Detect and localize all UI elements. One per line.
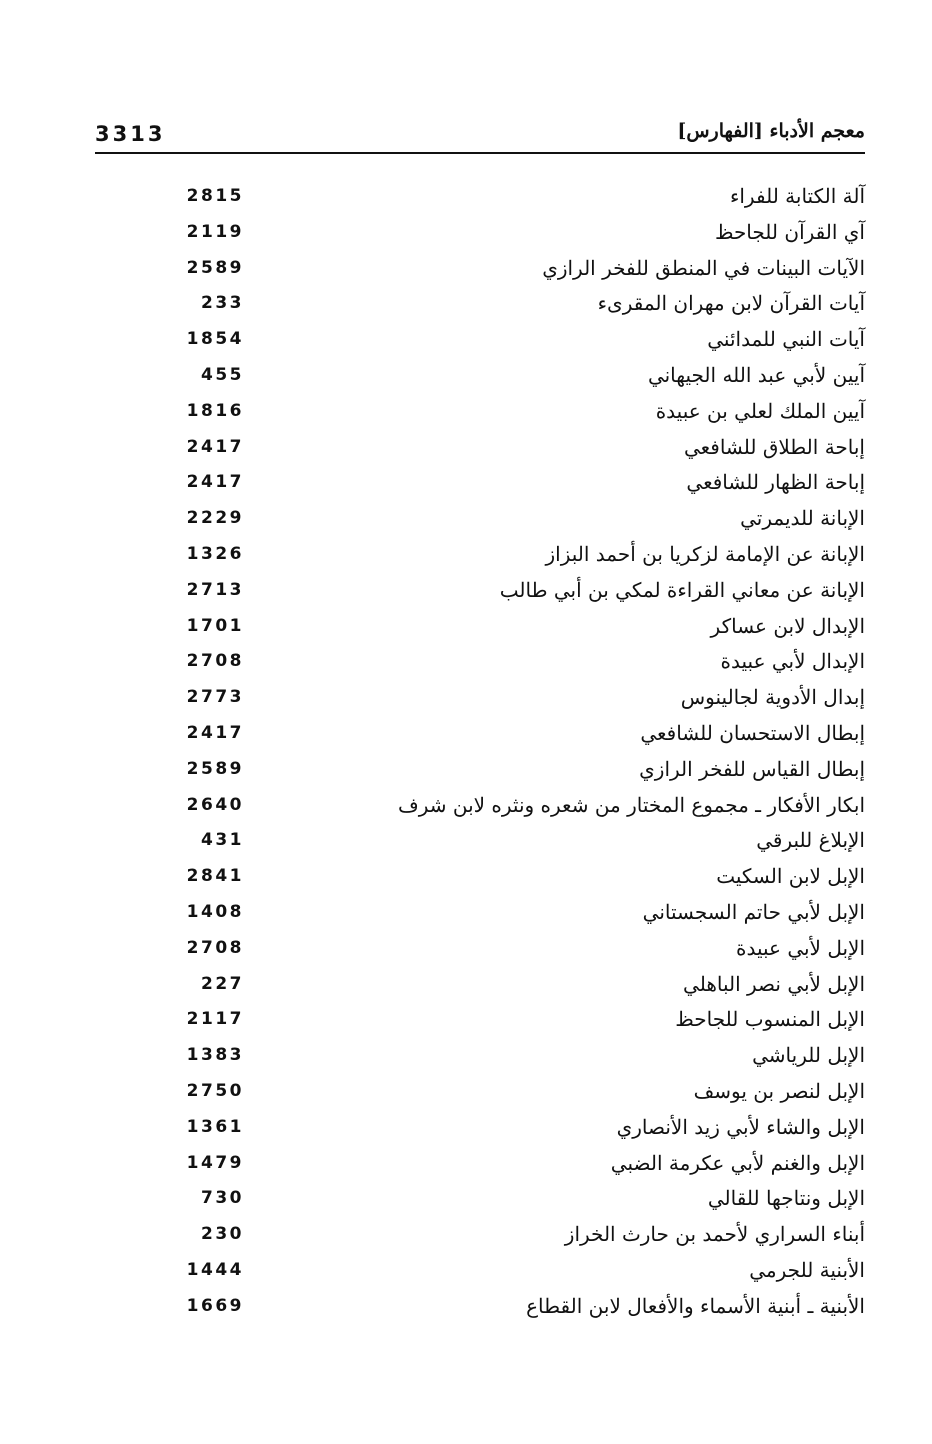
entry-page-number: 2417 [186,436,244,457]
index-entry [0,502,932,538]
entry-title: آيات القرآن لابن مهران المقرىء [597,291,865,316]
entry-title: إبطال القياس للفخر الرازي [639,756,865,781]
entry-page-number: 2229 [186,508,244,529]
page-header [95,118,865,154]
index-entry [0,1003,932,1039]
index-entry [0,1290,932,1326]
entry-title: الإبل المنسوب للجاحظ [675,1007,865,1032]
index-entry [0,968,932,1004]
entry-title: إبدال الأدوية لجالينوس [680,685,865,710]
entry-page-number: 730 [201,1188,244,1209]
entry-page-number: 1326 [186,543,244,564]
entry-title: الإبل لنصر بن يوسف [693,1078,865,1103]
entry-page-number: 2841 [186,866,244,887]
entry-page-number: 1383 [186,1045,244,1066]
index-entry [0,932,932,968]
entry-title: الإبل والغنم لأبي عكرمة الضبي [610,1150,865,1175]
index-entry [0,431,932,467]
entry-page-number: 1816 [186,400,244,421]
entry-page-number: 2417 [186,722,244,743]
entry-title: آيين الملك لعلي بن عبيدة [655,398,865,423]
entry-page-number: 2708 [186,651,244,672]
index-entry [0,789,932,825]
entry-page-number: 1669 [186,1295,244,1316]
entry-title: الإبل والشاء لأبي زيد الأنصاري [616,1114,865,1139]
entry-page-number: 2640 [186,794,244,815]
page-number: 3313 [95,122,166,146]
index-entry [0,1111,932,1147]
index-entry [0,681,932,717]
index-entry [0,1075,932,1111]
entry-title: الإبانة عن معاني القراءة لمكي بن أبي طالب [499,577,865,602]
index-list [0,180,932,1326]
entry-title: إبطال الاستحسان للشافعي [640,720,865,745]
entry-page-number: 1854 [186,329,244,350]
entry-title: آيين لأبي عبد الله الجيهاني [647,362,865,387]
entry-page-number: 227 [201,973,244,994]
entry-page-number: 233 [201,293,244,314]
index-entry [0,359,932,395]
entry-title: الإبلاغ للبرقي [756,828,865,853]
entry-page-number: 230 [201,1224,244,1245]
entry-page-number: 1701 [186,615,244,636]
entry-title: إباحة الطلاق للشافعي [683,434,865,459]
entry-page-number: 2117 [186,1009,244,1030]
index-entry [0,717,932,753]
entry-title: الإبل لابن السكيت [716,864,865,889]
entry-page-number: 2713 [186,579,244,600]
entry-title: ابكار الأفكار ـ مجموع المختار من شعره ونثره لابن شرف [397,792,865,817]
index-entry [0,645,932,681]
entry-page-number: 1408 [186,901,244,922]
index-entry [0,1039,932,1075]
entry-title: آلة الكتابة للفراء [729,184,865,208]
entry-title: آيات النبي للمدائني [707,327,865,352]
entry-page-number: 2589 [186,758,244,779]
entry-title: الأبنية ـ أبنية الأسماء والأفعال لابن القطاع [526,1293,865,1318]
entry-title: الإبل ونتاجها للقالي [707,1186,865,1211]
index-entry [0,860,932,896]
index-entry [0,252,932,288]
index-entry [0,466,932,502]
entry-title: الإبل لأبي عبيدة [735,935,865,960]
entry-page-number: 1444 [186,1259,244,1280]
index-entry [0,538,932,574]
entry-title: آي القرآن للجاحظ [714,219,865,244]
entry-title: الإبل لأبي حاتم السجستاني [642,899,865,924]
entry-page-number: 1479 [186,1152,244,1173]
index-entry [0,896,932,932]
index-entry [0,180,932,216]
entry-title: إباحة الظهار للشافعي [686,470,865,495]
entry-title: الإبل للرياشي [752,1043,865,1068]
entry-title: الإبانة عن الإمامة لزكريا بن أحمد البزاز [545,541,865,566]
entry-page-number: 2417 [186,472,244,493]
index-entry [0,1147,932,1183]
entry-page-number: 2815 [186,186,244,206]
entry-page-number: 2773 [186,687,244,708]
entry-page-number: 2589 [186,257,244,278]
index-entry [0,574,932,610]
entry-page-number: 2750 [186,1080,244,1101]
entry-title: الآيات البينات في المنطق للفخر الرازي [542,255,865,280]
entry-title: الإبل لأبي نصر الباهلي [683,971,865,996]
index-entry [0,395,932,431]
index-entry [0,610,932,646]
entry-title: أبناء السراري لأحمد بن حارث الخراز [564,1222,865,1247]
entry-title: الأبنية للجرمي [749,1257,865,1282]
entry-title: الإبدال لابن عساكر [710,613,865,638]
index-entry [0,287,932,323]
index-entry [0,824,932,860]
entry-page-number: 2708 [186,937,244,958]
index-entry [0,1254,932,1290]
entry-page-number: 431 [201,830,244,851]
entry-page-number: 2119 [186,221,244,242]
entry-title: الإبدال لأبي عبيدة [720,649,865,674]
index-entry [0,216,932,252]
index-entry [0,323,932,359]
index-entry [0,1218,932,1254]
running-title: معجم الأدباء [الفهارس] [677,120,865,142]
entry-page-number: 455 [201,364,244,385]
index-entry [0,1182,932,1218]
index-entry [0,753,932,789]
entry-page-number: 1361 [186,1116,244,1137]
entry-title: الإبانة للديمرتي [740,506,865,531]
